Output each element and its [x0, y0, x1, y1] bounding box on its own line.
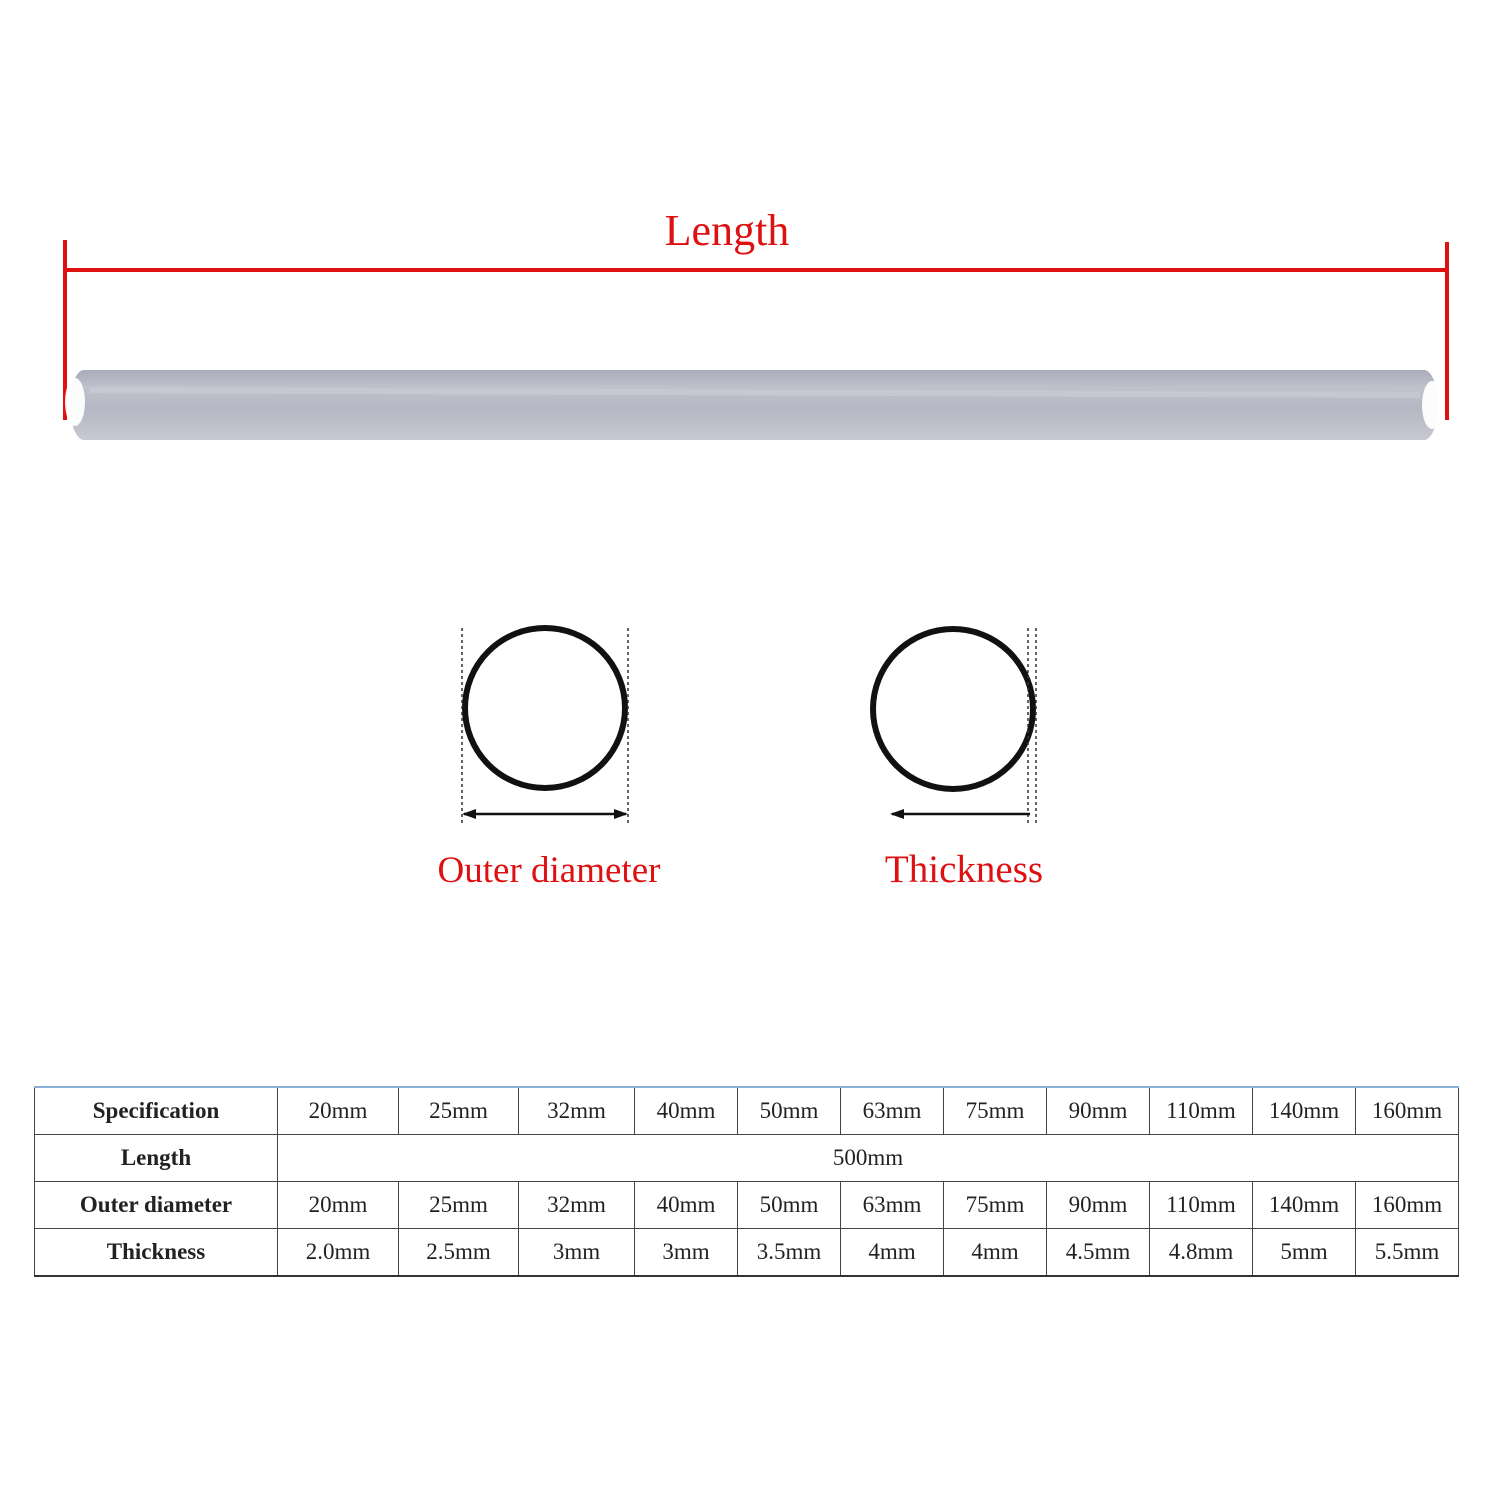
tube-body: [70, 370, 1438, 440]
tube-image: [65, 370, 1442, 440]
table-cell: 32mm: [519, 1182, 635, 1229]
tube-left-end: [65, 378, 85, 426]
table-cell: 25mm: [399, 1087, 519, 1135]
table-cell: 90mm: [1047, 1087, 1150, 1135]
table-cell: 140mm: [1253, 1087, 1356, 1135]
table-cell: 63mm: [841, 1182, 944, 1229]
table-cell: 160mm: [1356, 1182, 1459, 1229]
thickness-diagram: [873, 628, 1043, 891]
table-cell: 4mm: [944, 1229, 1047, 1277]
specification-table: [34, 1086, 1459, 1277]
table-cell: 20mm: [278, 1182, 399, 1229]
table-cell: 110mm: [1150, 1182, 1253, 1229]
table-cell: 4.8mm: [1150, 1229, 1253, 1277]
table-cell: 3.5mm: [738, 1229, 841, 1277]
table-cell: 40mm: [635, 1182, 738, 1229]
row-header-thickness: Thickness: [35, 1229, 278, 1277]
table-cell: 75mm: [944, 1087, 1047, 1135]
table-cell: 50mm: [738, 1087, 841, 1135]
table-cell: 20mm: [278, 1087, 399, 1135]
table-cell: 3mm: [635, 1229, 738, 1277]
table-cell: 32mm: [519, 1087, 635, 1135]
table-cell: 63mm: [841, 1087, 944, 1135]
table-row-thickness: [35, 1229, 1459, 1277]
tube-right-end: [1422, 381, 1442, 429]
table-cell: 75mm: [944, 1182, 1047, 1229]
table-cell: 160mm: [1356, 1087, 1459, 1135]
table-cell: 5.5mm: [1356, 1229, 1459, 1277]
outer-diameter-label: Outer diameter: [437, 850, 661, 891]
outer-diameter-diagram: [438, 628, 661, 891]
table-cell: 5mm: [1253, 1229, 1356, 1277]
specification-table-body: [35, 1087, 1459, 1276]
outer-diameter-circle: [465, 628, 625, 788]
table-cell: 90mm: [1047, 1182, 1150, 1229]
row-header-length: Length: [35, 1135, 278, 1182]
table-cell: 4.5mm: [1047, 1229, 1150, 1277]
thickness-circle: [873, 629, 1033, 789]
table-cell: 2.5mm: [399, 1229, 519, 1277]
table-row-length: [35, 1135, 1459, 1182]
table-row-outer-diameter: [35, 1182, 1459, 1229]
table-cell: 140mm: [1253, 1182, 1356, 1229]
table-cell: 4mm: [841, 1229, 944, 1277]
row-header-specification: Specification: [35, 1087, 278, 1135]
row-header-outer-diameter: Outer diameter: [35, 1182, 278, 1229]
thickness-label: Thickness: [884, 848, 1044, 891]
table-cell: 110mm: [1150, 1087, 1253, 1135]
length-label: Length: [664, 206, 790, 255]
table-cell-merged: 500mm: [278, 1135, 1459, 1182]
table-cell: 2.0mm: [278, 1229, 399, 1277]
table-cell: 3mm: [519, 1229, 635, 1277]
table-cell: 25mm: [399, 1182, 519, 1229]
table-cell: 50mm: [738, 1182, 841, 1229]
table-row-specification: [35, 1087, 1459, 1135]
table-cell: 40mm: [635, 1087, 738, 1135]
